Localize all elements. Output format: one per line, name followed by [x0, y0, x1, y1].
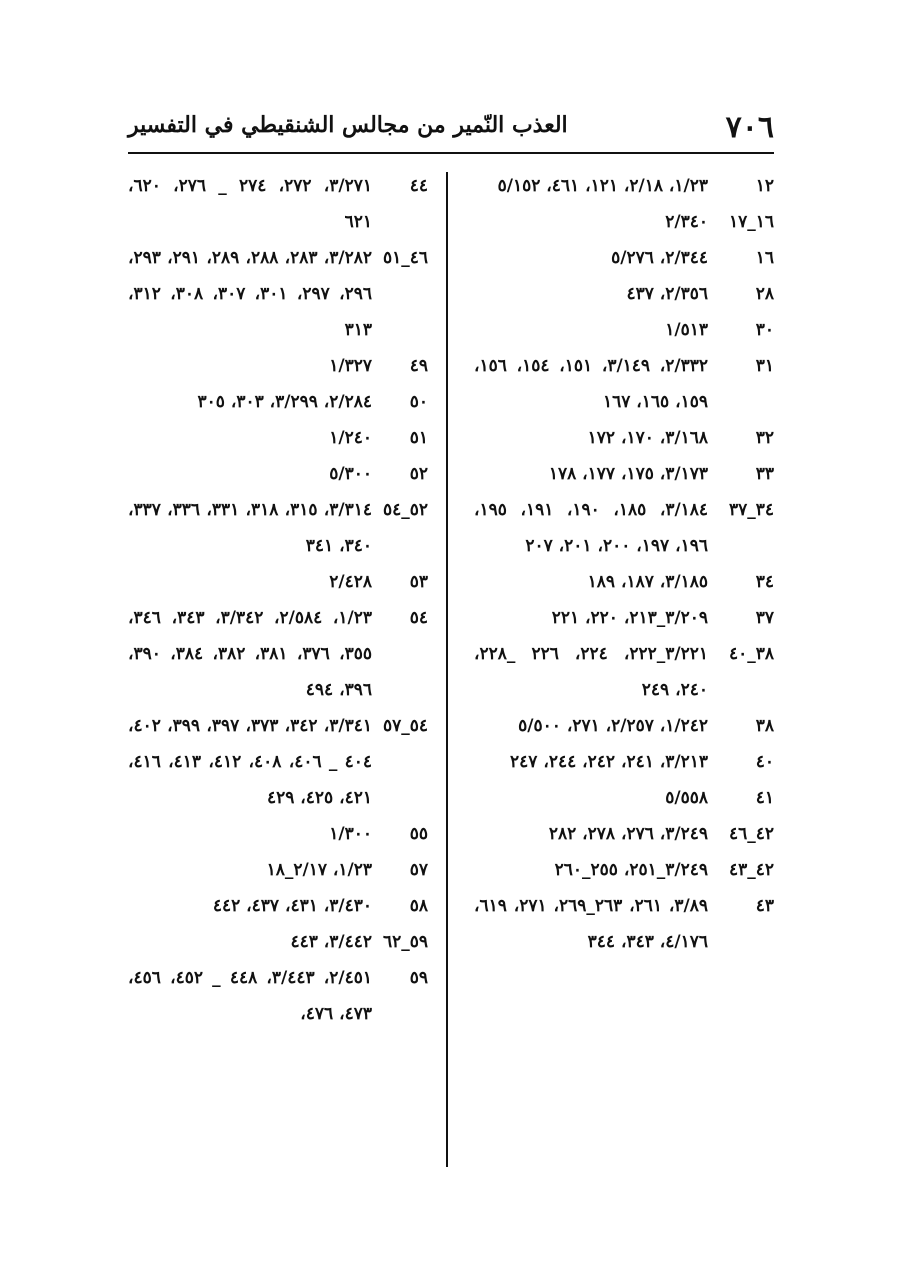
page-references: ٢/٣٥٦، ٤٣٧ [626, 284, 708, 304]
index-entry [128, 564, 428, 600]
verse-number: ٣٣ [755, 464, 774, 484]
index-entry [128, 888, 428, 924]
index-entry [474, 348, 774, 420]
index-entry [474, 636, 774, 708]
page-references: ٢/٤٥١، ٣/٤٤٣، ٤٤٨ _ ٤٥٢، ٤٥٦، ٤٧٣، ٤٧٦، [128, 968, 372, 1024]
verse-number: ٤٠ [755, 752, 774, 772]
page-references: ١/٢٣، ٢/١٨، ١٢١، ٤٦١، ٥/١٥٢ [497, 176, 708, 196]
page-references: ١/٢٣، ٢/٥٨٤، ٣/٣٤٢، ٣٤٣، ٣٤٦، ٣٥٥، ٣٧٦، ٣٨١، ٣٨٢، ٣٨٤، ٣٩٠، ٣٩٦، ٤٩٤ [128, 608, 373, 700]
verse-number: ٤٢_٤٦ [728, 824, 774, 844]
page-references: ٣/٣١٤، ٣١٥، ٣١٨، ٣٣١، ٣٣٦، ٣٣٧، ٣٤٠، ٣٤١ [128, 500, 373, 556]
index-entry [474, 888, 774, 960]
page-references: ٥/٣٠٠ [329, 464, 372, 484]
page-references: ٢/٤٢٨ [329, 572, 372, 592]
index-entry [474, 780, 774, 816]
page-references: ٣/١٨٥، ١٨٧، ١٨٩ [587, 572, 708, 592]
index-entry [128, 492, 428, 564]
index-entry [128, 456, 428, 492]
index-entry [474, 276, 774, 312]
verse-number: ١٦_١٧ [728, 212, 774, 232]
verse-number: ٥٣ [409, 572, 428, 592]
page-references: ٣/٤٤٢، ٤٤٣ [290, 932, 372, 952]
index-entry [474, 456, 774, 492]
page-references: ٣/٢٤٩، ٢٧٦، ٢٧٨، ٢٨٢ [548, 824, 708, 844]
index-entry [128, 240, 428, 348]
page-references: ٣/٢٠٩_٢١٣، ٢٢٠، ٢٢١ [551, 608, 708, 628]
page-references: ١/٢٤٠ [329, 428, 372, 448]
verse-number: ٥٩_٦٢ [382, 932, 428, 952]
page-references: ٣/١٦٨، ١٧٠، ١٧٢ [587, 428, 708, 448]
verse-number: ٥١ [409, 428, 428, 448]
page-references: ٣/٣٤١، ٣٤٢، ٣٧٣، ٣٩٧، ٣٩٩، ٤٠٢، ٤٠٤ _ ٤٠٦، ٤٠٨، ٤١٢، ٤١٣، ٤١٦، ٤٢١، ٤٢٥، ٤٢٩ [128, 716, 373, 808]
index-entry [474, 312, 774, 348]
verse-number: ٣١ [755, 356, 774, 376]
verse-number: ٥٧ [409, 860, 428, 880]
page-references: ١/٢٣، ٢/١٧_١٨ [266, 860, 372, 880]
verse-number: ٤٢_٤٣ [728, 860, 774, 880]
page-number: ٧٠٦ [725, 110, 774, 145]
page-header [128, 104, 774, 154]
page-references: ٣/٢٢١_٢٢٢، ٢٢٤، ٢٢٦ _٢٢٨، ٢٤٠، ٢٤٩ [474, 644, 709, 700]
index-entry [474, 240, 774, 276]
column-divider [446, 172, 448, 1167]
verse-number: ١٦ [755, 248, 774, 268]
index-entry [474, 816, 774, 852]
index-column-right [474, 168, 774, 960]
index-entry [474, 852, 774, 888]
index-entry [128, 384, 428, 420]
index-entry [474, 204, 774, 240]
verse-number: ٥٥ [409, 824, 428, 844]
index-entry [128, 708, 428, 816]
verse-number: ٤١ [755, 788, 774, 808]
verse-number: ٥٢_٥٤ [382, 500, 428, 520]
verse-number: ٥٤ [409, 608, 428, 628]
page-references: ٣/٢٧١، ٢٧٢، ٢٧٤ _ ٢٧٦، ٦٢٠، ٦٢١ [128, 176, 373, 232]
page-references: ٣/٢٤٩_٢٥١، ٢٥٥_٢٦٠ [554, 860, 708, 880]
verse-number: ٤٣ [755, 896, 774, 916]
index-entry [474, 492, 774, 564]
page-references: ١/٢٤٢، ٢/٢٥٧، ٢٧١، ٥/٥٠٠ [518, 716, 708, 736]
verse-number: ٤٦_٥١ [382, 248, 428, 268]
verse-number: ٣٤_٣٧ [728, 500, 774, 520]
verse-number: ٤٩ [409, 356, 428, 376]
page-references: ٥/٥٥٨ [665, 788, 708, 808]
index-entry [128, 816, 428, 852]
page-references: ٢/٣٤٤، ٥/٢٧٦ [611, 248, 708, 268]
page-references: ١/٥١٣ [665, 320, 708, 340]
verse-number: ٥٠ [409, 392, 428, 412]
page-references: ٣/١٨٤، ١٨٥، ١٩٠، ١٩١، ١٩٥، ١٩٦، ١٩٧، ٢٠٠، ٢٠١، ٢٠٧ [474, 500, 709, 556]
index-entry [474, 420, 774, 456]
verse-number: ٣٧ [755, 608, 774, 628]
index-entry [128, 852, 428, 888]
verse-number: ٣٠ [755, 320, 774, 340]
page-references: ٢/٢٨٤، ٣/٢٩٩، ٣٠٣، ٣٠٥ [197, 392, 372, 412]
index-entry [474, 600, 774, 636]
index-entry [474, 564, 774, 600]
index-entry [474, 708, 774, 744]
page-references: ٣/٤٣٠، ٤٣١، ٤٣٧، ٤٤٢ [212, 896, 372, 916]
index-entry [474, 744, 774, 780]
index-column-left [128, 168, 428, 1032]
index-entry [128, 960, 428, 1032]
index-entry [128, 420, 428, 456]
index-entry [128, 600, 428, 708]
page-references: ٢/٣٤٠ [665, 212, 708, 232]
verse-number: ٥٩ [409, 968, 428, 988]
running-title: العذب النّمير من مجالس الشنقيطي في التفسير [128, 112, 568, 138]
verse-number: ٥٢ [409, 464, 428, 484]
verse-number: ٤٤ [409, 176, 428, 196]
page-references: ٣/٢٨٢، ٢٨٣، ٢٨٨، ٢٨٩، ٢٩١، ٢٩٣، ٢٩٦، ٢٩٧، ٣٠١، ٣٠٧، ٣٠٨، ٣١٢، ٣١٣ [128, 248, 373, 340]
page-references: ٣/٨٩، ٢٦١، ٢٦٣_٢٦٩، ٢٧١، ٦١٩، ٤/١٧٦، ٣٤٣، ٣٤٤ [474, 896, 709, 952]
page-references: ٢/٣٣٢، ٣/١٤٩، ١٥١، ١٥٤، ١٥٦، ١٥٩، ١٦٥، ١٦٧ [474, 356, 708, 412]
verse-number: ٥٤_٥٧ [382, 716, 428, 736]
index-entry [128, 348, 428, 384]
verse-number: ٣٢ [755, 428, 774, 448]
verse-number: ٣٨ [755, 716, 774, 736]
page-references: ٣/١٧٣، ١٧٥، ١٧٧، ١٧٨ [548, 464, 708, 484]
page-references: ١/٣٢٧ [329, 356, 372, 376]
verse-number: ٥٨ [409, 896, 428, 916]
index-entry [128, 924, 428, 960]
page-references: ١/٣٠٠ [329, 824, 372, 844]
page-references: ٣/٢١٣، ٢٤١، ٢٤٢، ٢٤٤، ٢٤٧ [510, 752, 708, 772]
verse-number: ٣٨_٤٠ [728, 644, 774, 664]
verse-number: ٢٨ [755, 284, 774, 304]
index-entry [128, 168, 428, 240]
index-entry [474, 168, 774, 204]
verse-number: ٣٤ [755, 572, 774, 592]
verse-number: ١٢ [755, 176, 774, 196]
